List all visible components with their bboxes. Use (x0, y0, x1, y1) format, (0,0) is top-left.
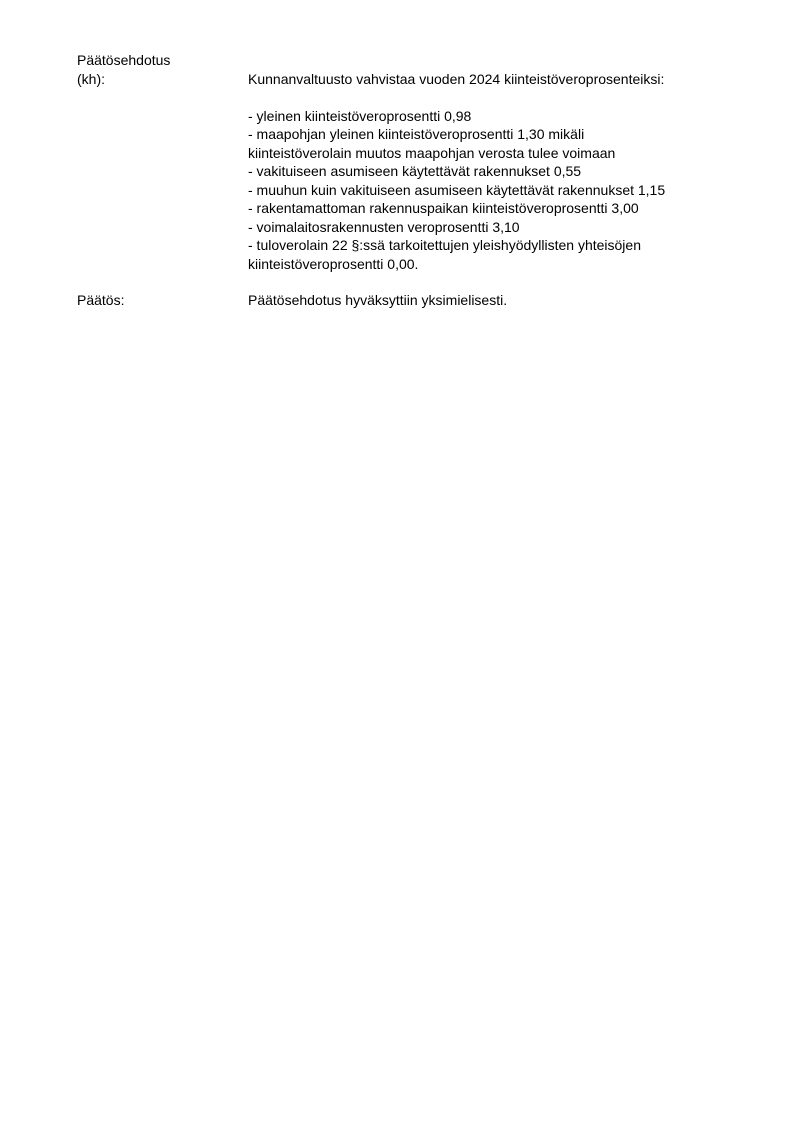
tax-rate-line: - voimalaitosrakennusten veroprosentti 3,10 (248, 218, 520, 235)
proposal-intro: Kunnanvaltuusto vahvistaa vuoden 2024 kiinteistöveroprosenteiksi: (248, 70, 665, 87)
tax-rate-line: - muuhun kuin vakituiseen asumiseen käytettävät rakennukset 1,15 (248, 181, 666, 198)
tax-rate-line: - tuloverolain 22 §:ssä tarkoitettujen yleishyödyllisten yhteisöjen (248, 237, 641, 253)
decision-label: Päätös: (77, 292, 125, 308)
tax-rate-line: kiinteistöveroprosentti 0,00. (248, 255, 419, 272)
paragraph-spacer (248, 88, 665, 107)
decision-text: Päätösehdotus hyväksyttiin yksimielisesti. (248, 292, 508, 308)
proposal-label-line1: Päätösehdotus (77, 52, 171, 68)
tax-rate-line: kiinteistöverolain muutos maapohjan verosta tulee voimaan (248, 144, 616, 161)
tax-rate-line: - rakentamattoman rakennuspaikan kiinteistöveroprosentti 3,00 (248, 200, 639, 216)
tax-rate-line: - vakituiseen asumiseen käytettävät rakennukset 0,55 (248, 163, 582, 179)
proposal-label (77, 51, 170, 88)
tax-rate-line: - maapohjan yleinen kiinteistöveroprosentti 1,30 mikäli (248, 126, 585, 142)
proposal-content (248, 70, 665, 274)
proposal-label-line2: (kh): (77, 70, 105, 87)
tax-rate-line: - yleinen kiinteistöveroprosentti 0,98 (248, 107, 472, 124)
